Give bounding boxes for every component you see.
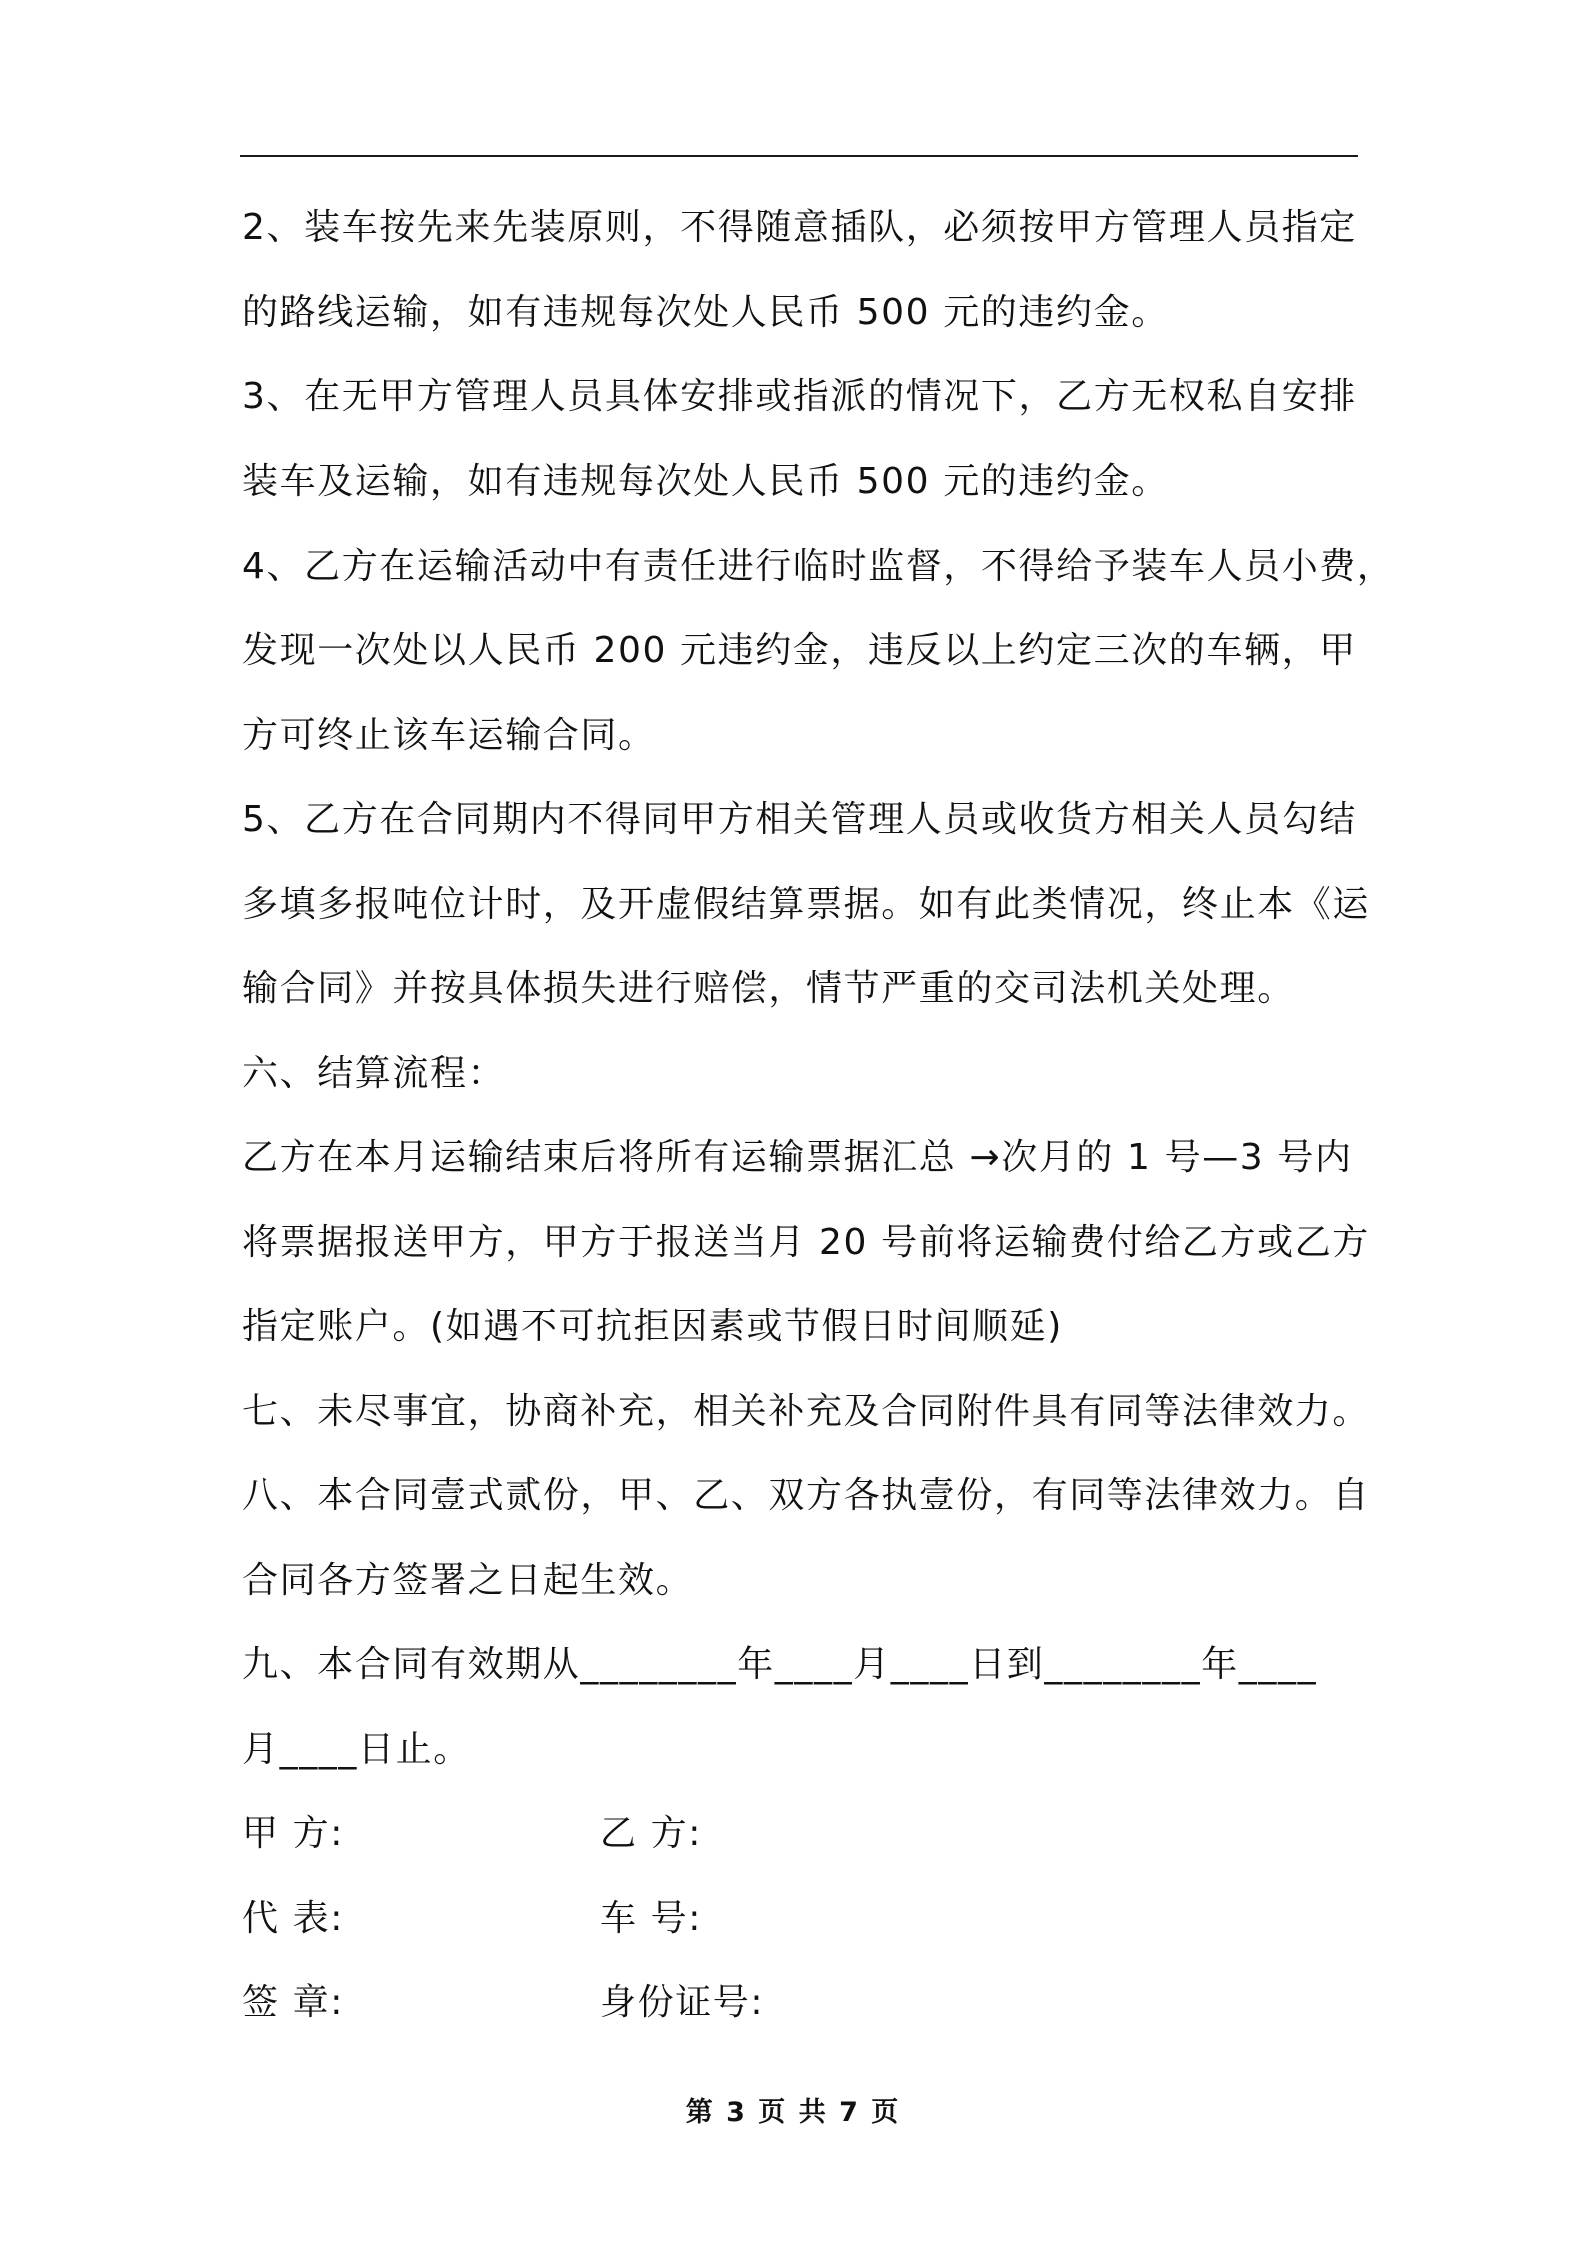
id-number-label: 身份证号:: [600, 1982, 765, 2023]
body-line: 5、乙方在合同期内不得同甲方相关管理人员或收货方相关人员勾结: [242, 799, 1357, 840]
body-line: 九、本合同有效期从________年____月____日到________年____: [242, 1644, 1318, 1685]
body-line: 乙方在本月运输结束后将所有运输票据汇总 →次月的 1 号—3 号内: [242, 1137, 1353, 1178]
body-line: 多填多报吨位计时，及开虚假结算票据。如有此类情况，终止本《运: [242, 884, 1371, 925]
body-line: 发现一次处以人民币 200 元违约金，违反以上约定三次的车辆，甲: [242, 630, 1357, 671]
body-line: 输合同》并按具体损失进行赔偿，情节严重的交司法机关处理。: [242, 968, 1295, 1009]
body-line: 指定账户。(如遇不可抗拒因素或节假日时间顺延): [242, 1306, 1063, 1347]
body-line: 合同各方签署之日起生效。: [242, 1560, 694, 1601]
header-rule: [240, 155, 1358, 157]
body-line: 3、在无甲方管理人员具体安排或指派的情况下，乙方无权私自安排: [242, 376, 1357, 417]
body-line: 2、装车按先来先装原则，不得随意插队，必须按甲方管理人员指定: [242, 207, 1357, 248]
body-line: 七、未尽事宜，协商补充，相关补充及合同附件具有同等法律效力。: [242, 1391, 1371, 1432]
body-line: 八、本合同壹式贰份，甲、乙、双方各执壹份，有同等法律效力。自: [242, 1475, 1371, 1516]
body-line: 装车及运输，如有违规每次处人民币 500 元的违约金。: [242, 461, 1169, 502]
body-line: 方可终止该车运输合同。: [242, 715, 656, 756]
body-line: 的路线运输，如有违规每次处人民币 500 元的违约金。: [242, 292, 1169, 333]
party-b-label: 乙 方:: [600, 1813, 702, 1854]
body-line: 4、乙方在运输活动中有责任进行临时监督，不得给予装车人员小费，: [242, 546, 1395, 587]
body-line: 将票据报送甲方，甲方于报送当月 20 号前将运输费付给乙方或乙方: [242, 1222, 1370, 1263]
party-a-label: 甲 方:: [242, 1813, 344, 1854]
vehicle-number-label: 车 号:: [600, 1898, 702, 1939]
section-heading: 六、结算流程：: [242, 1053, 506, 1094]
page-number: 第 3 页 共 7 页: [685, 2097, 901, 2128]
body-line: 月____日止。: [242, 1729, 471, 1770]
seal-label: 签 章:: [242, 1982, 344, 2023]
representative-label: 代 表:: [242, 1898, 344, 1939]
